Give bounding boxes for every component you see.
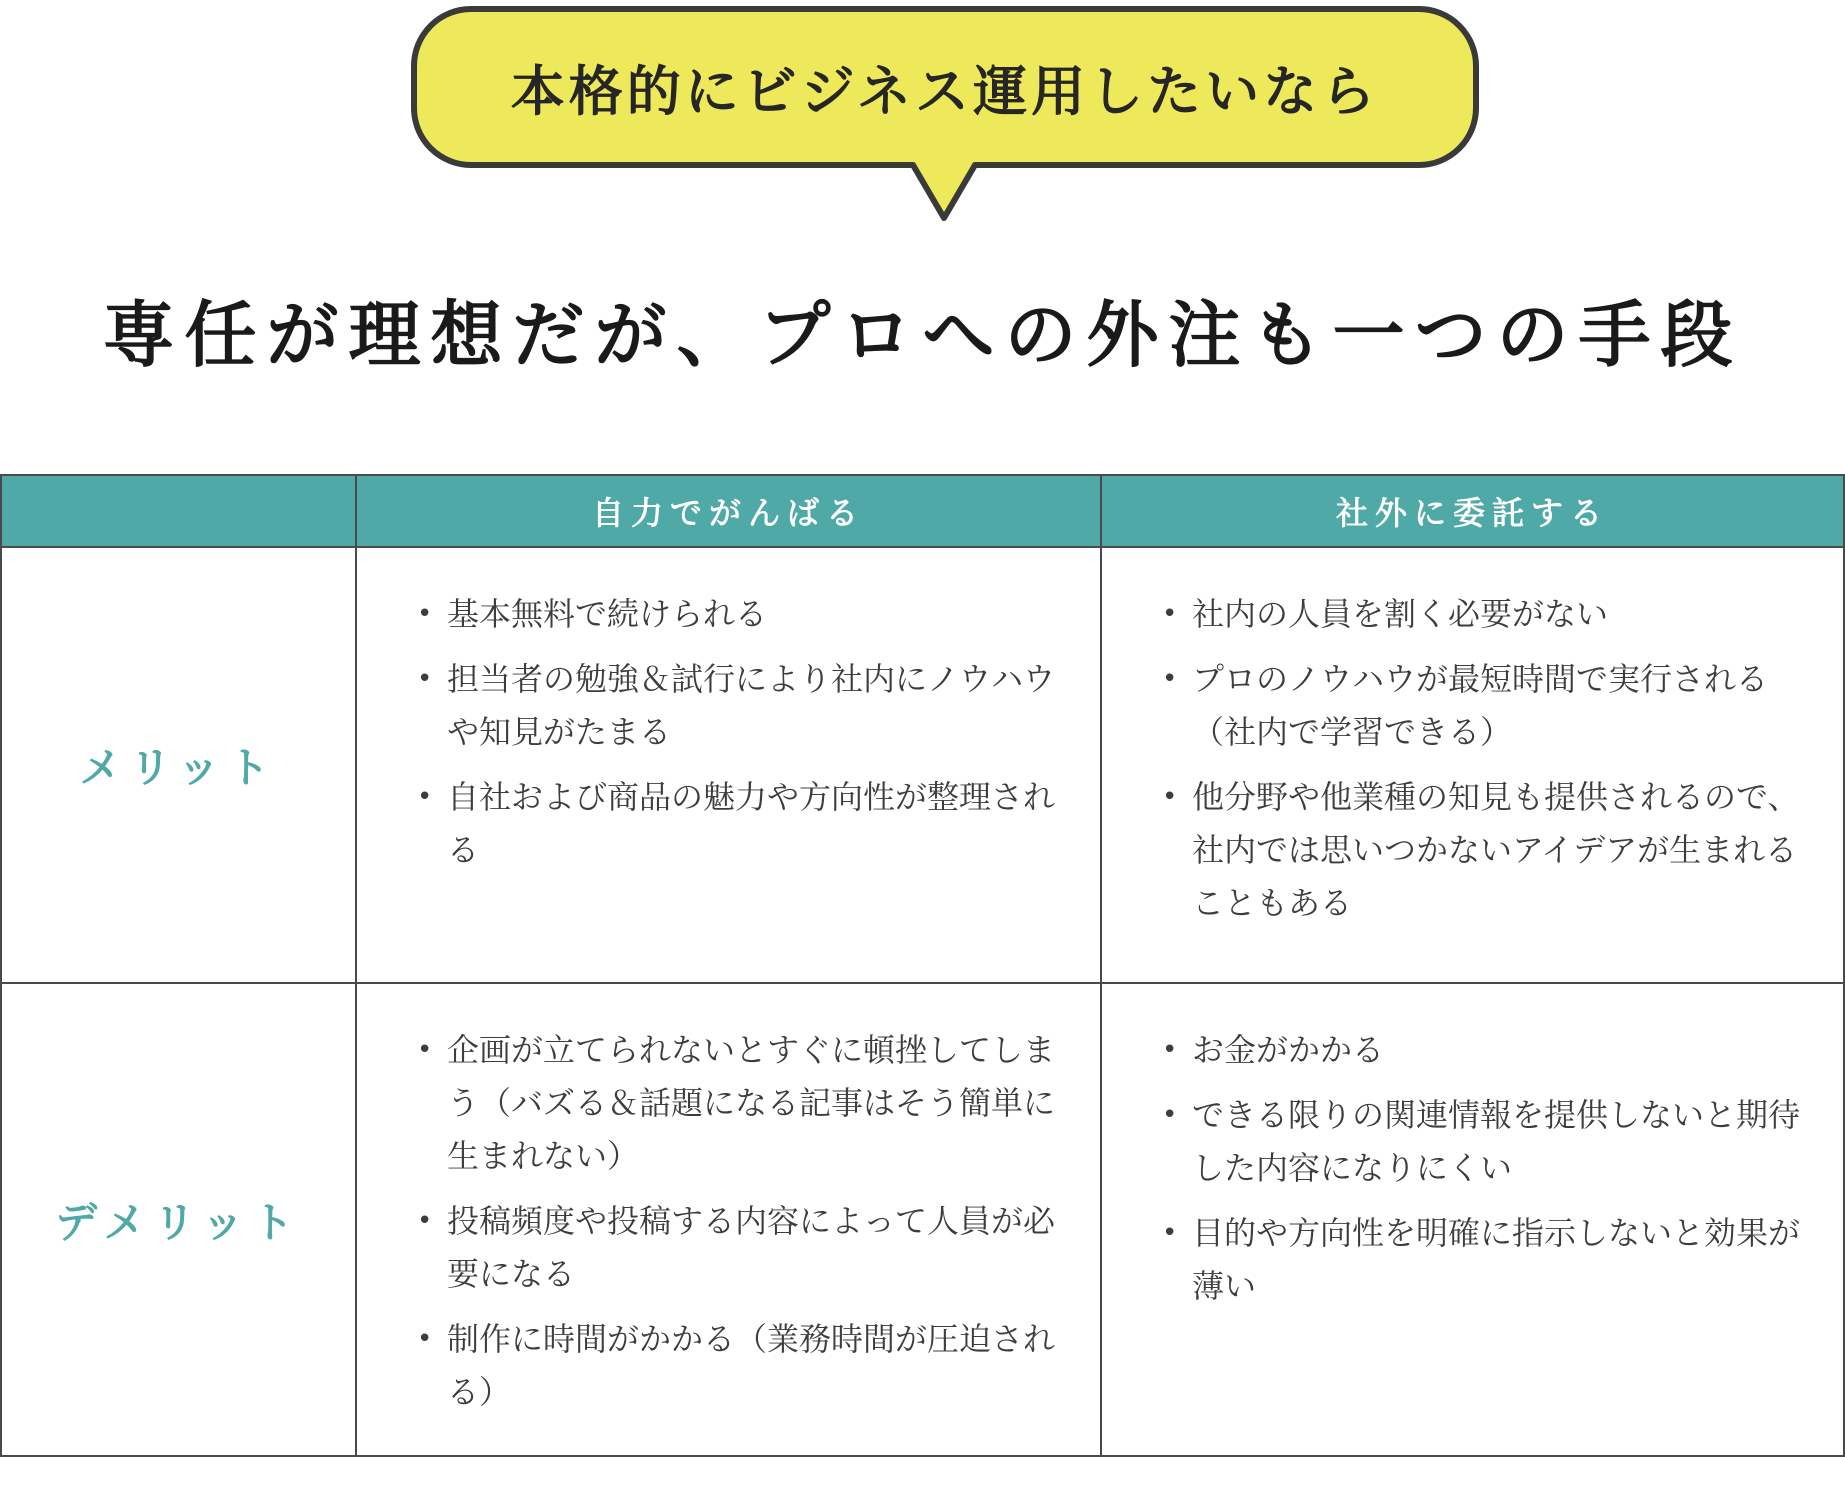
demerits-outsource-list — [1162, 1024, 1803, 1313]
list-item: • 投稿頻度や投稿する内容によって人員が必要になる — [417, 1195, 1060, 1301]
list-item: • できる限りの関連情報を提供しないと期待した内容になりにくい — [1162, 1089, 1803, 1195]
speech-bubble — [411, 6, 1479, 226]
list-item: • お金がかかる — [1162, 1024, 1803, 1077]
row-label-demerits: デメリット — [2, 984, 357, 1455]
merits-self-list — [417, 588, 1060, 877]
header-outsource: 社外に委託する — [1102, 476, 1843, 548]
list-item: • 他分野や他業種の知見も提供されるので、社内では思いつかないアイデアが生まれることもある — [1162, 771, 1803, 930]
bubble-caption: 本格的にビジネス運用したいなら — [510, 59, 1380, 123]
list-item: • 社内の人員を割く必要がない — [1162, 588, 1803, 641]
list-item: • 基本無料で続けられる — [417, 588, 1060, 641]
header-corner-cell — [2, 476, 357, 548]
demerits-outsource-cell — [1102, 984, 1843, 1455]
list-item: • 目的や方向性を明確に指示しないと効果が薄い — [1162, 1207, 1803, 1313]
list-item: • プロのノウハウが最短時間で実行される（社内で学習できる） — [1162, 653, 1803, 759]
list-item: • 自社および商品の魅力や方向性が整理される — [417, 771, 1060, 877]
header-self-effort: 自力でがんばる — [357, 476, 1102, 548]
list-item: • 企画が立てられないとすぐに頓挫してしまう（バズる＆話題になる記事はそう簡単に生まれない） — [417, 1024, 1060, 1183]
demerits-self-cell — [357, 984, 1102, 1455]
row-label-merits: メリット — [2, 548, 357, 984]
list-item: • 担当者の勉強＆試行により社内にノウハウや知見がたまる — [417, 653, 1060, 759]
list-item: • 制作に時間がかかる（業務時間が圧迫される） — [417, 1313, 1060, 1419]
merits-outsource-cell — [1102, 548, 1843, 984]
page-title: 専任が理想だが、プロへの外注も一つの手段 — [102, 293, 1743, 377]
comparison-table — [0, 474, 1845, 1457]
demerits-self-list — [417, 1024, 1060, 1419]
merits-self-cell — [357, 548, 1102, 984]
merits-outsource-list — [1162, 588, 1803, 930]
